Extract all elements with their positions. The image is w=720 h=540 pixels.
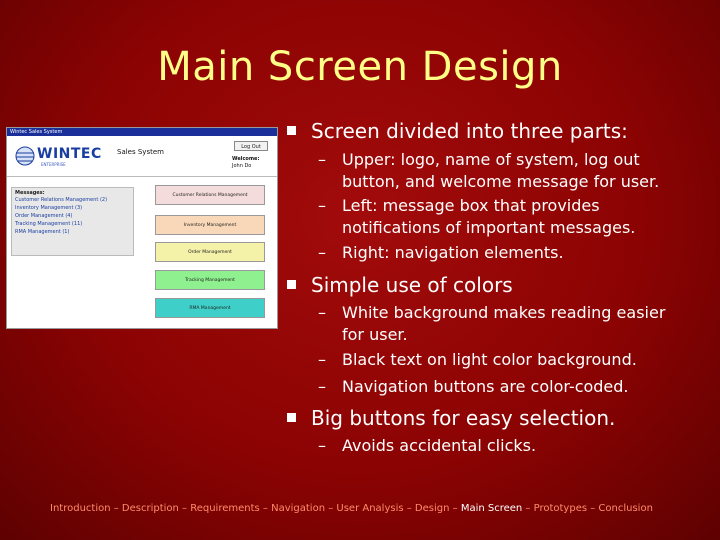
dash-marker: –	[318, 243, 326, 262]
dash-marker: –	[318, 350, 326, 369]
sub-bullet-line: Right: navigation elements.	[342, 243, 564, 262]
welcome-user: John Do	[232, 163, 252, 169]
bullet-marker	[287, 280, 296, 289]
message-box	[11, 187, 134, 256]
wintec-logo	[15, 146, 105, 168]
messages-heading: Messages:	[15, 190, 45, 196]
message-item[interactable]: Order Management (4)	[15, 213, 73, 219]
welcome-message	[232, 156, 259, 170]
nav-button-order[interactable]: Order Management	[155, 242, 265, 262]
logout-button[interactable]: Log Out	[234, 141, 268, 151]
slide-title: Main Screen Design	[157, 44, 563, 90]
logo-text: WINTEC	[37, 146, 102, 162]
dash-marker: –	[318, 436, 326, 455]
bullet-text: Simple use of colors	[311, 273, 513, 297]
window-title-bar: Wintec Sales System	[7, 128, 277, 136]
sub-bullet-line: Navigation buttons are color-coded.	[342, 377, 629, 396]
message-item[interactable]: RMA Management (1)	[15, 229, 70, 235]
bullet-marker	[287, 413, 296, 422]
dash-marker: –	[318, 377, 326, 396]
globe-icon	[15, 146, 35, 166]
message-item[interactable]: Inventory Management (3)	[15, 205, 83, 211]
sub-bullet-line: for user.	[342, 325, 408, 344]
dash-marker: –	[318, 303, 326, 322]
bullet-text: Screen divided into three parts:	[311, 119, 628, 143]
sub-bullet-line: Black text on light color background.	[342, 350, 637, 369]
message-item[interactable]: Tracking Management (11)	[15, 221, 83, 227]
dash-marker: –	[318, 196, 326, 215]
welcome-label: Welcome:	[232, 156, 260, 162]
footer-navigation	[50, 503, 653, 514]
nav-button-rma[interactable]: RMA Management	[155, 298, 265, 318]
nav-button-tracking[interactable]: Tracking Management	[155, 270, 265, 290]
header-divider	[7, 176, 277, 177]
sub-bullet-line: Left: message box that provides	[342, 196, 600, 215]
nav-button-inventory[interactable]: Inventory Management	[155, 215, 265, 235]
nav-button-customer-relations[interactable]: Customer Relations Management	[155, 185, 265, 205]
sub-bullet-line: notifications of important messages.	[342, 218, 636, 237]
bullet-text: Big buttons for easy selection.	[311, 406, 616, 430]
footer-sections-before[interactable]: Introduction – Description – Requirements – Navigation – User Analysis – Design –	[50, 503, 461, 514]
sub-bullet-line: button, and welcome message for user.	[342, 172, 660, 191]
bullet-marker	[287, 126, 296, 135]
main-screen-screenshot	[6, 127, 278, 329]
footer-sections-after[interactable]: – Prototypes – Conclusion	[522, 503, 653, 514]
footer-current-section: Main Screen	[460, 503, 523, 514]
sub-bullet-line: Avoids accidental clicks.	[342, 436, 537, 455]
sub-bullet-line: White background makes reading easier	[342, 303, 666, 322]
message-item[interactable]: Customer Relations Management (2)	[15, 197, 108, 203]
system-name: Sales System	[117, 148, 164, 156]
sub-bullet-line: Upper: logo, name of system, log out	[342, 150, 640, 169]
dash-marker: –	[318, 150, 326, 169]
logo-subtext: ENTERPRISE	[41, 162, 66, 167]
